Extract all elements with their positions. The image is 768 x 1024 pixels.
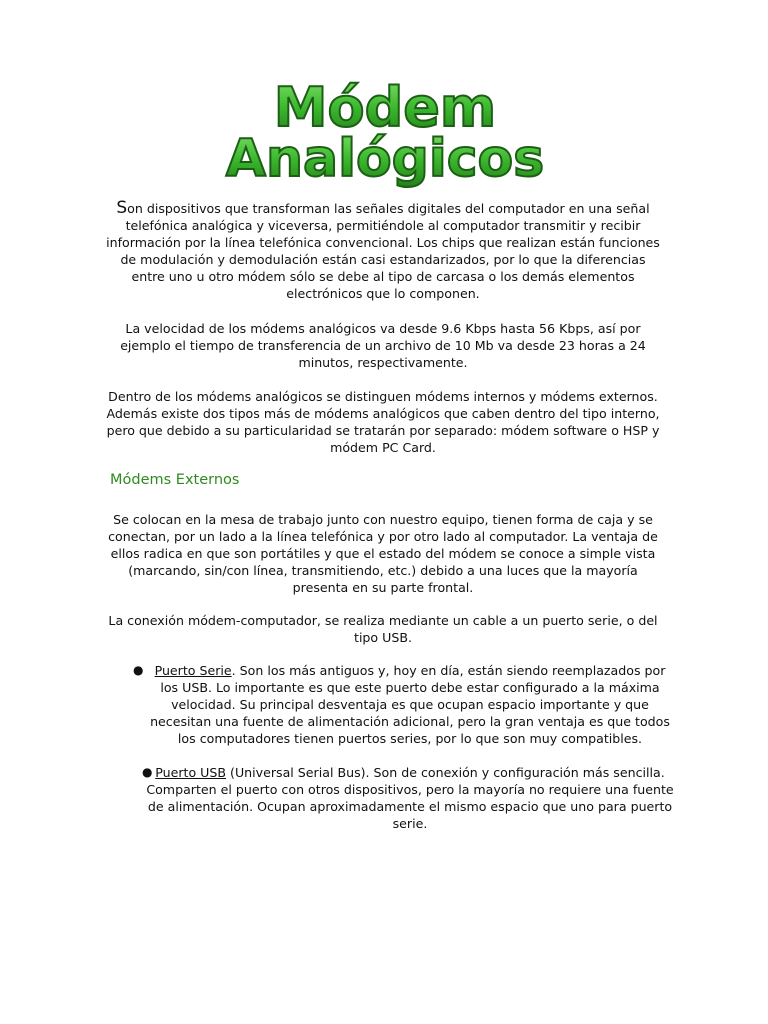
title-line-2: Analógicos: [225, 129, 545, 188]
bullet-icon: ●: [142, 765, 153, 779]
list-item-serial: [133, 662, 675, 747]
intro-paragraph: [105, 200, 661, 302]
title-line-1: Módem: [273, 78, 497, 139]
list-item-usb: [142, 764, 675, 832]
section-heading-external: Módems Externos: [110, 472, 240, 488]
serial-port-text: . Son los más antiguos y, hoy en día, están siendo reemplazados por los USB. Lo importante es que este puerto debe estar configurado a la máxima velocidad. Su principal desventaja es que ocupan espacio importante y que necesitan una fuente de alimentación adicional, pero la gran ventaja es que todos los computadores tienen puertos series, por lo que son muy compatibles.: [150, 663, 670, 746]
external-paragraph: Se colocan en la mesa de trabajo junto con nuestro equipo, tienen forma de caja y se conectan, por un lado a la línea telefónica y por otro lado al computador. La ventaja de ellos radica en que son portátiles y que el estado del módem se conoce a simple vista (marcando, sin/con línea, transmitiendo, etc.) debido a una luces que la mayoría presenta en su parte frontal.: [108, 512, 658, 595]
usb-port-text: (Universal Serial Bus). Son de conexión y configuración más sencilla. Comparten el puerto con otros dispositivos, pero la mayoría no requiere una fuente de alimentación. Ocupan aproximadamente el mismo espacio que uno para puerto serie.: [146, 765, 674, 831]
bullet-icon: ●: [133, 663, 144, 677]
connection-paragraph: La conexión módem-computador, se realiza mediante un cable a un puerto serie, o del tipo USB.: [108, 613, 658, 645]
wordart-title-graphic: [200, 78, 570, 188]
usb-port-link[interactable]: Puerto USB: [155, 765, 227, 780]
intro-text: on dispositivos que transforman las señales digitales del computador en una señal telefónica analógica y viceversa, permitiéndole al computador transmitir y recibir información por la línea telefónica convencional. Los chips que realizan están funciones de modulación y demodulación están casi estandarizados, por lo que la diferencias entre uno u otro módem sólo se debe al tipo de carcasa o los demás elementos electrónicos que lo componen.: [106, 201, 660, 301]
speed-paragraph: La velocidad de los módems analógicos va desde 9.6 Kbps hasta 56 Kbps, así por ejemplo el tiempo de transferencia de un archivo de 10 Mb va desde 23 horas a 24 minutos, respectivamente.: [120, 321, 646, 370]
wordart-title: [200, 78, 570, 188]
intro-dropcap: S: [116, 198, 128, 218]
types-paragraph: Dentro de los módems analógicos se distinguen módems internos y módems externos. Además existe dos tipos más de módems analógicos que caben dentro del tipo interno, pero que debido a su particularidad se tratarán por separado: módem software o HSP y módem PC Card.: [106, 389, 660, 455]
serial-port-link[interactable]: Puerto Serie: [154, 663, 232, 678]
